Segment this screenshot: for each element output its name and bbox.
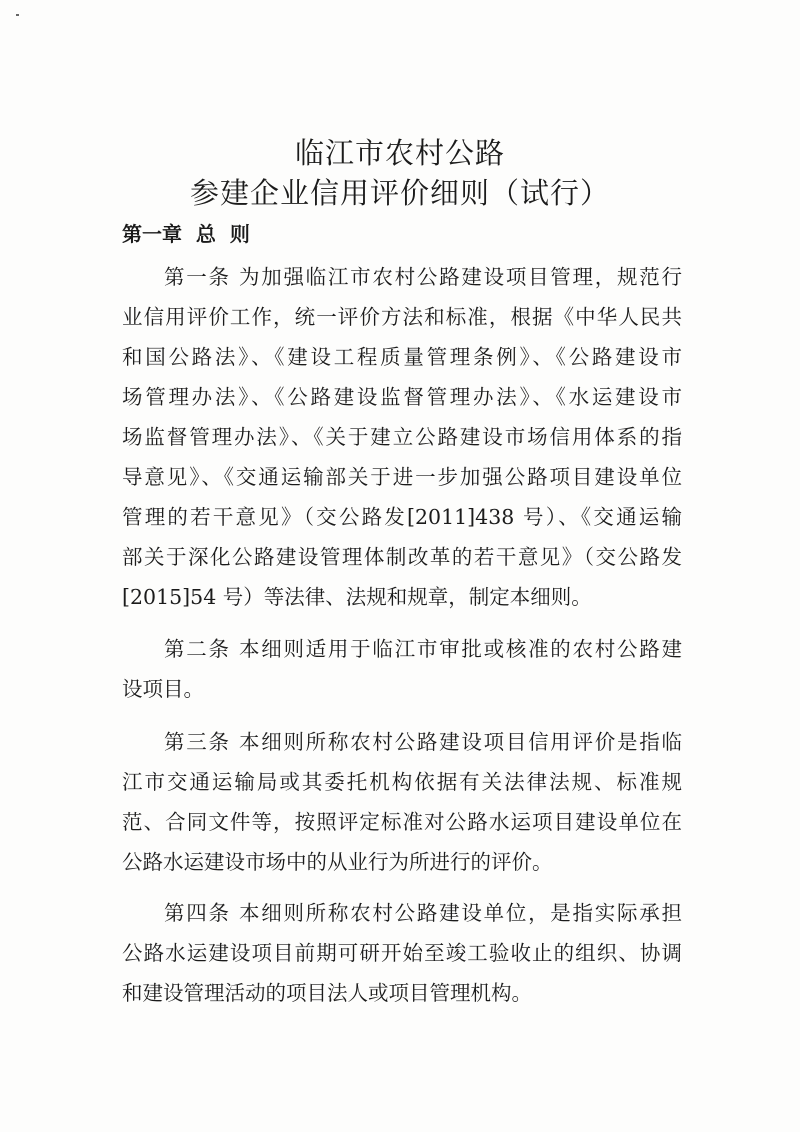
article-1-line: 管理的若干意见》（交公路发[2011]438 号）、《交通运输 xyxy=(122,505,682,529)
article-3-line: 范、合同文件等，按照评定标准对公路水运项目建设单位在 xyxy=(122,810,682,834)
article-1-line: [2015]54 号）等法律、法规和规章，制定本细则。 xyxy=(122,585,592,609)
article-2-line: 设项目。 xyxy=(122,677,204,701)
article-1-line: 部关于深化公路建设管理体制改革的若干意见》（交公路发 xyxy=(122,545,682,569)
chapter-heading: 第一章 总 则 xyxy=(122,222,250,246)
document-title-line-2: 参建企业信用评价细则（试行） xyxy=(189,176,610,210)
scan-mark xyxy=(16,14,19,16)
article-1-line: 和国公路法》、《建设工程质量管理条例》、《公路建设市 xyxy=(122,345,682,369)
article-1-line: 业信用评价工作，统一评价方法和标准，根据《中华人民共 xyxy=(122,305,682,329)
article-1-line: 场管理办法》、《公路建设监督管理办法》、《水运建设市 xyxy=(122,385,682,409)
document-title-line-1: 临江市农村公路 xyxy=(294,136,505,170)
article-2-line: 第二条 本细则适用于临江市审批或核准的农村公路建 xyxy=(164,637,682,661)
article-1-line: 导意见》、《交通运输部关于进一步加强公路项目建设单位 xyxy=(122,465,682,489)
article-4-line: 第四条 本细则所称农村公路建设单位，是指实际承担 xyxy=(164,901,682,925)
article-3-line: 公路水运建设市场中的从业行为所进行的评价。 xyxy=(122,850,553,874)
article-4-line: 公路水运建设项目前期可研开始至竣工验收止的组织、协调 xyxy=(122,941,682,965)
article-3-line: 江市交通运输局或其委托机构依据有关法律法规、标准规 xyxy=(122,770,682,794)
article-3-line: 第三条 本细则所称农村公路建设项目信用评价是指临 xyxy=(164,730,682,754)
article-4-line: 和建设管理活动的项目法人或项目管理机构。 xyxy=(122,981,532,1005)
article-1-line: 第一条 为加强临江市农村公路建设项目管理，规范行 xyxy=(164,265,682,289)
article-1-line: 场监督管理办法》、《关于建立公路建设市场信用体系的指 xyxy=(122,425,682,449)
